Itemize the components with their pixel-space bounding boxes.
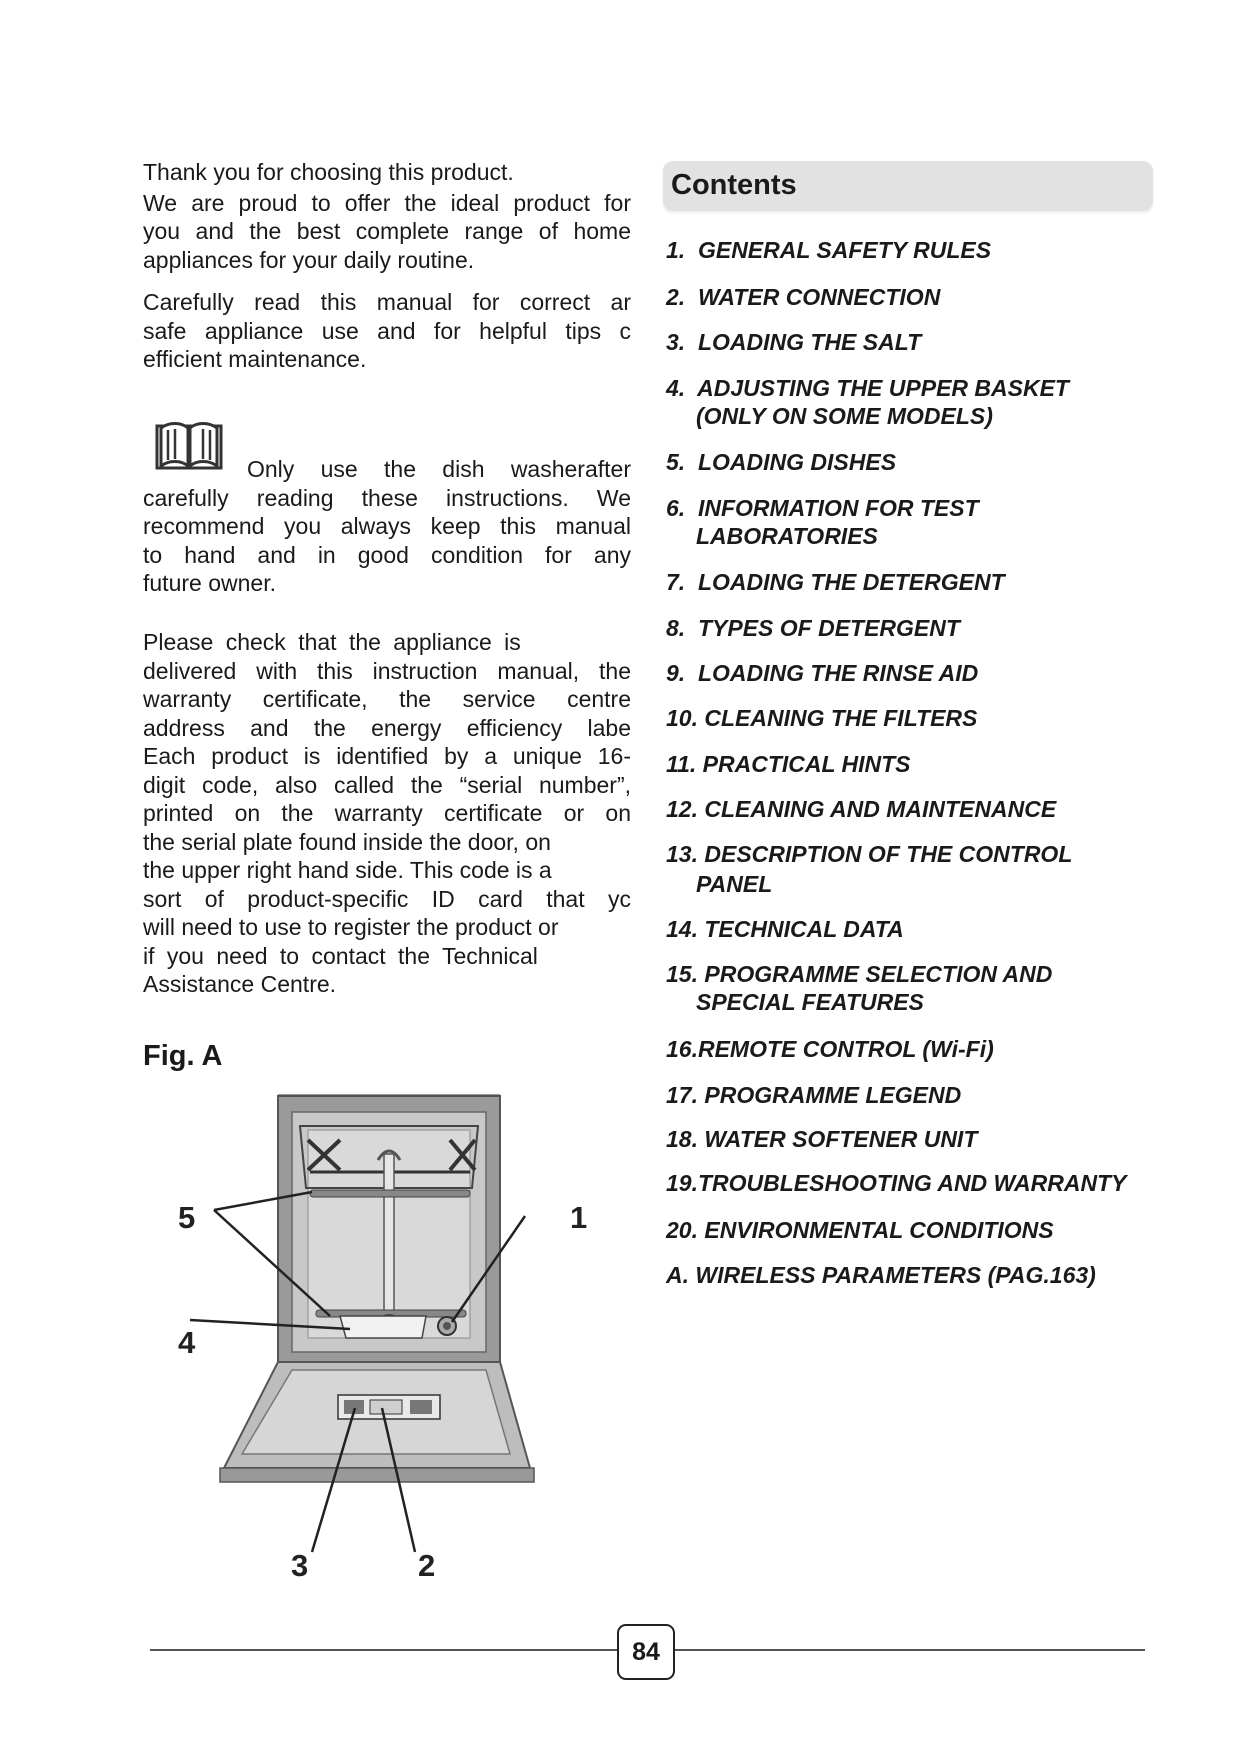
footer-rule-right <box>675 1649 1145 1651</box>
text-line: Only use the dish washerafter <box>247 456 631 482</box>
text-line: to hand and in good condition for any <box>143 541 631 568</box>
toc-item[interactable]: 13. DESCRIPTION OF THE CONTROL <box>666 841 1073 867</box>
text-line: recommend you always keep this manual <box>143 513 631 539</box>
toc-item[interactable]: 3. LOADING THE SALT <box>666 329 922 355</box>
text-line: We are proud to offer the ideal product for <box>143 189 631 216</box>
intro-check-paragraph <box>143 628 631 999</box>
toc-item[interactable]: 1. GENERAL SAFETY RULES <box>666 237 992 263</box>
toc-item[interactable]: 9. LOADING THE RINSE AID <box>666 660 979 686</box>
figure-label: Fig. A <box>143 1040 223 1072</box>
text-line: Please check that the appliance is <box>143 629 521 655</box>
dishwasher-illustration <box>160 1090 620 1580</box>
text-line: Each product is identified by a unique 16- <box>143 743 631 769</box>
text-line: warranty certificate, the service centre <box>143 686 631 712</box>
text-line: efficient maintenance. <box>143 346 367 372</box>
toc-item[interactable]: 17. PROGRAMME LEGEND <box>666 1082 962 1108</box>
toc-item[interactable]: 12. CLEANING AND MAINTENANCE <box>666 796 1057 822</box>
page-number: 84 <box>632 1638 660 1666</box>
intro-only-use-paragraph <box>143 455 631 598</box>
toc-item-continuation: LABORATORIES <box>696 523 878 549</box>
callout-1: 1 <box>570 1200 588 1235</box>
text-line: printed on the warranty certificate or on <box>143 800 631 826</box>
contents-title: Contents <box>671 169 797 201</box>
toc-item[interactable]: 19.TROUBLESHOOTING AND WARRANTY <box>666 1170 1127 1196</box>
text-line: the upper right hand side. This code is a <box>143 857 552 883</box>
text-line: appliances for your daily routine. <box>143 246 475 273</box>
text-line: delivered with this instruction manual, the <box>143 657 631 684</box>
dishwasher-figure <box>160 1090 620 1583</box>
callout-2: 2 <box>418 1548 436 1583</box>
text-line: will need to use to register the product or <box>143 914 559 940</box>
toc-item-continuation: (ONLY ON SOME MODELS) <box>696 403 993 429</box>
toc-item[interactable]: 8. TYPES OF DETERGENT <box>666 615 960 641</box>
text-line: safe appliance use and for helpful tips c <box>143 317 631 344</box>
contents-header <box>663 161 1153 211</box>
page-number-box <box>617 1624 675 1680</box>
text-line: Thank you for choosing this product. <box>143 159 514 185</box>
toc-item-continuation: PANEL <box>696 871 773 897</box>
text-line: you and the best complete range of home <box>143 218 631 244</box>
text-line: carefully reading these instructions. We <box>143 484 631 511</box>
callout-4: 4 <box>178 1325 196 1360</box>
toc-item[interactable]: 11. PRACTICAL HINTS <box>666 751 911 777</box>
text-line: digit code, also called the “serial number”, <box>143 771 631 798</box>
toc-item[interactable]: 5. LOADING DISHES <box>666 449 897 475</box>
toc-item[interactable]: 16.REMOTE CONTROL (Wi-Fi) <box>666 1036 994 1062</box>
text-line: Assistance Centre. <box>143 971 337 997</box>
text-line: if you need to contact the Technical <box>143 942 538 969</box>
text-line: the serial plate found inside the door, on <box>143 828 551 855</box>
toc-item-continuation: SPECIAL FEATURES <box>696 989 924 1015</box>
footer-rule-left <box>150 1649 617 1651</box>
text-line: Carefully read this manual for correct ar <box>143 289 631 315</box>
intro-thanks-paragraph <box>143 158 631 274</box>
toc-item[interactable]: 14. TECHNICAL DATA <box>666 916 904 942</box>
toc-item[interactable]: 15. PROGRAMME SELECTION AND <box>666 961 1053 987</box>
callout-3: 3 <box>291 1548 309 1583</box>
toc-item[interactable]: A. WIRELESS PARAMETERS (PAG.163) <box>666 1262 1096 1288</box>
toc-item[interactable]: 7. LOADING THE DETERGENT <box>666 569 1005 595</box>
callout-5: 5 <box>178 1200 196 1235</box>
toc-item[interactable]: 4. ADJUSTING THE UPPER BASKET <box>666 375 1069 401</box>
toc-item[interactable]: 18. WATER SOFTENER UNIT <box>666 1126 978 1152</box>
toc-item[interactable]: 20. ENVIRONMENTAL CONDITIONS <box>666 1217 1054 1243</box>
toc-item[interactable]: 2. WATER CONNECTION <box>666 284 941 310</box>
intro-read-paragraph <box>143 288 631 374</box>
text-line: address and the energy efficiency labe <box>143 714 631 741</box>
text-line: sort of product-specific ID card that yc <box>143 885 631 912</box>
toc-item[interactable]: 10. CLEANING THE FILTERS <box>666 705 978 731</box>
toc-item[interactable]: 6. INFORMATION FOR TEST <box>666 495 979 521</box>
text-line: future owner. <box>143 570 276 596</box>
